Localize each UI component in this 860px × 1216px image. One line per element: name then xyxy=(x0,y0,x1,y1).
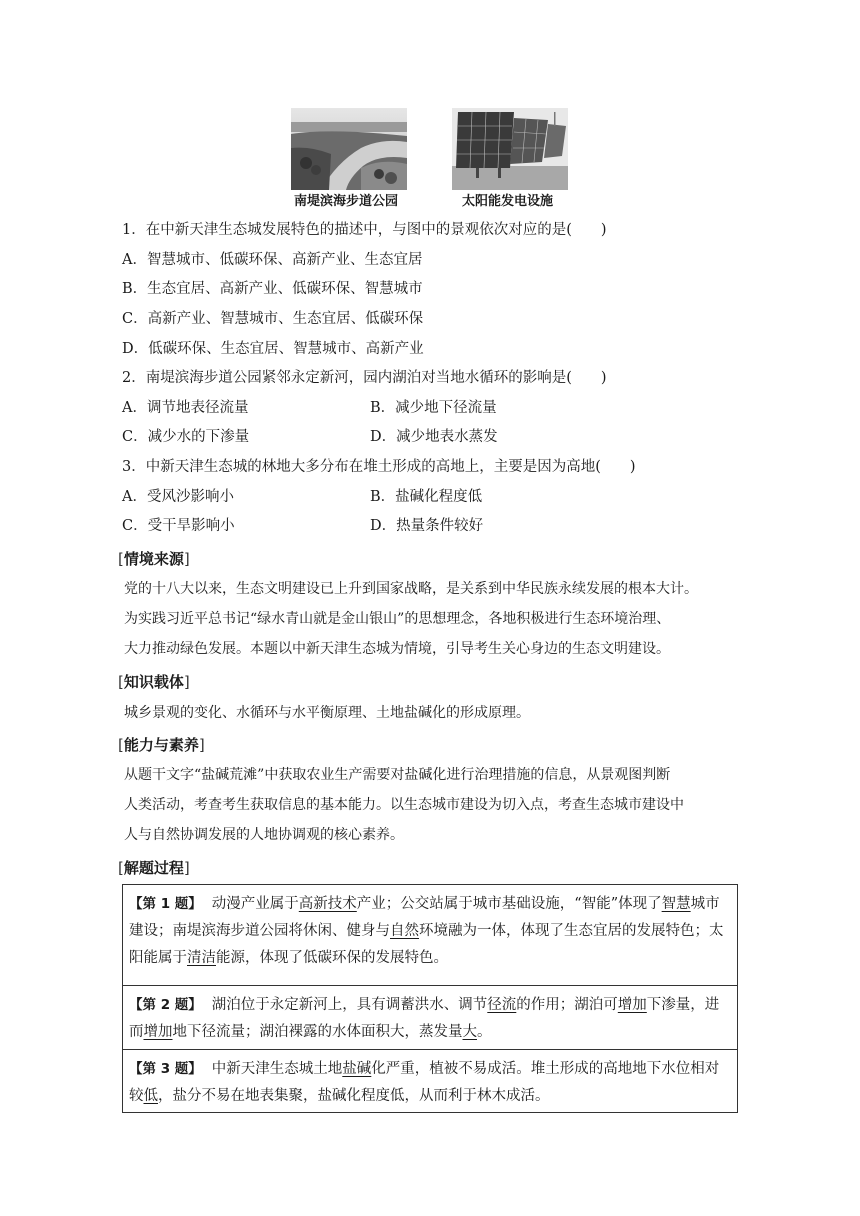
park-photo xyxy=(291,108,407,190)
solar-photo xyxy=(452,108,568,190)
question-1-option-c: C．高新产业、智慧城市、生态宜居、低碳环保 xyxy=(122,311,424,327)
source-line-3: 大力推动绿色发展。本题以中新天津生态城为情境，引导考生关心身边的生态文明建设。 xyxy=(124,641,670,657)
solution-text-segment: 环境融为一体，体现了生态宜居的发展特色；太阳能属于 xyxy=(129,923,724,966)
question-2-option-a: A．调节地表径流量 xyxy=(122,400,249,416)
ability-line-3: 人与自然协调发展的人地协调观的核心素养。 xyxy=(124,827,404,843)
ability-line-1: 从题干文字“盐碱荒滩”中获取农业生产需要对盐碱化进行治理措施的信息，从景观图判断 xyxy=(124,767,671,783)
solution-text-segment: 动漫产业属于 xyxy=(211,896,299,912)
section-heading-process xyxy=(118,858,190,878)
park-landscape-image xyxy=(291,108,407,190)
solution-text xyxy=(129,1061,719,1104)
section-heading-source xyxy=(118,549,190,569)
solution-text-segment: 下渗量，进而 xyxy=(129,997,720,1040)
question-3-option-b: B．盐碱化程度低 xyxy=(370,489,483,505)
solution-table xyxy=(122,884,738,1113)
underlined-keyword: 大 xyxy=(462,1024,477,1040)
underlined-keyword: 增加 xyxy=(617,997,647,1013)
knowledge-line-1: 城乡景观的变化、水循环与水平衡原理、土地盐碱化的形成原理。 xyxy=(124,705,530,721)
solution-text-segment: 中新天津生态城土地 xyxy=(211,1061,343,1077)
question-3-option-c: C．受干旱影响小 xyxy=(122,518,235,534)
solution-row-1 xyxy=(123,885,737,986)
solution-text xyxy=(129,896,724,966)
underlined-keyword: 盐碱 xyxy=(342,1061,372,1077)
solution-text-segment: 产业；公交站属于城市基础设施，“智能”体现了 xyxy=(356,896,662,912)
underlined-keyword: 径流 xyxy=(487,997,517,1013)
park-caption: 南堤滨海步道公园 xyxy=(294,194,399,209)
underlined-keyword: 清洁 xyxy=(187,950,216,966)
solution-row-3 xyxy=(123,1050,737,1112)
question-3-stem: 3．中新天津生态城的林地大多分布在堆土形成的高地上，主要是因为高地( ) xyxy=(122,459,636,475)
solution-row-2 xyxy=(123,986,737,1050)
question-2-stem: 2．南堤滨海步道公园紧邻永定新河，园内湖泊对当地水循环的影响是( ) xyxy=(122,370,607,386)
underlined-keyword: 自然 xyxy=(390,923,419,939)
section-title-process: 解题过程 xyxy=(123,859,184,877)
section-title-source: 情境来源 xyxy=(123,550,184,568)
underlined-keyword: 低 xyxy=(143,1088,158,1104)
solution-text xyxy=(129,997,719,1040)
question-3-option-a: A．受风沙影响小 xyxy=(122,489,234,505)
underlined-keyword: 智慧 xyxy=(661,896,691,912)
section-heading-ability xyxy=(118,735,205,755)
bracket-left: [ xyxy=(118,673,124,691)
question-2-option-c: C．减少水的下渗量 xyxy=(122,429,250,445)
solution-tag: 【第 3 题】 xyxy=(129,1061,202,1077)
question-2-option-d: D．减少地表水蒸发 xyxy=(370,429,498,445)
bracket-right: ] xyxy=(183,859,190,877)
solution-text-segment: 地下径流量；湖泊裸露的水体面积大，蒸发量 xyxy=(172,1024,463,1040)
question-1-option-a: A．智慧城市、低碳环保、高新产业、生态宜居 xyxy=(122,252,423,268)
solution-tag: 【第 1 题】 xyxy=(129,896,202,912)
bracket-right: ] xyxy=(183,550,190,568)
question-1-option-b: B．生态宜居、高新产业、低碳环保、智慧城市 xyxy=(122,281,423,297)
solar-caption: 太阳能发电设施 xyxy=(462,194,554,209)
solution-text-segment: 。 xyxy=(477,1024,492,1040)
solution-text-segment: 能源，体现了低碳环保的发展特色。 xyxy=(216,950,448,966)
solution-text-segment: ，盐分不易在地表集聚，盐碱化程度低，从而利于林木成活。 xyxy=(158,1088,550,1104)
underlined-keyword: 高新技术 xyxy=(298,896,357,912)
section-title-knowledge: 知识载体 xyxy=(123,673,184,691)
question-3-option-d: D．热量条件较好 xyxy=(370,518,484,534)
solution-text-segment: 化严重，植被不易成活。堆土形成的高地地下水位相对较 xyxy=(129,1061,720,1104)
solution-tag: 【第 2 题】 xyxy=(129,997,202,1013)
bracket-left: [ xyxy=(118,550,124,568)
bracket-right: ] xyxy=(198,736,205,754)
question-1-stem: 1．在中新天津生态城发展特色的描述中，与图中的景观依次对应的是( ) xyxy=(122,222,607,238)
ability-line-2: 人类活动，考查考生获取信息的基本能力。以生态城市建设为切入点，考查生态城市建设中 xyxy=(124,797,684,813)
bracket-right: ] xyxy=(183,673,190,691)
solution-text-segment: 的作用；湖泊可 xyxy=(516,997,618,1013)
section-heading-knowledge xyxy=(118,672,190,692)
bracket-left: [ xyxy=(118,736,124,754)
source-line-1: 党的十八大以来，生态文明建设已上升到国家战略，是关系到中华民族永续发展的根本大计。 xyxy=(124,581,698,597)
question-2-option-b: B．减少地下径流量 xyxy=(370,400,497,416)
solar-panels-image xyxy=(452,108,568,190)
solution-text-segment: 城市建设；南堤滨海步道公园将休闲、健身与 xyxy=(129,896,720,939)
source-line-2: 为实践习近平总书记“绿水青山就是金山银山”的思想理念，各地积极进行生态环境治理、 xyxy=(124,611,671,627)
solution-text-segment: 湖泊位于永定新河上，具有调蓄洪水、调节 xyxy=(211,997,488,1013)
bracket-left: [ xyxy=(118,859,124,877)
section-title-ability: 能力与素养 xyxy=(123,736,199,754)
underlined-keyword: 增加 xyxy=(143,1024,173,1040)
question-1-option-d: D．低碳环保、生态宜居、智慧城市、高新产业 xyxy=(122,341,424,357)
